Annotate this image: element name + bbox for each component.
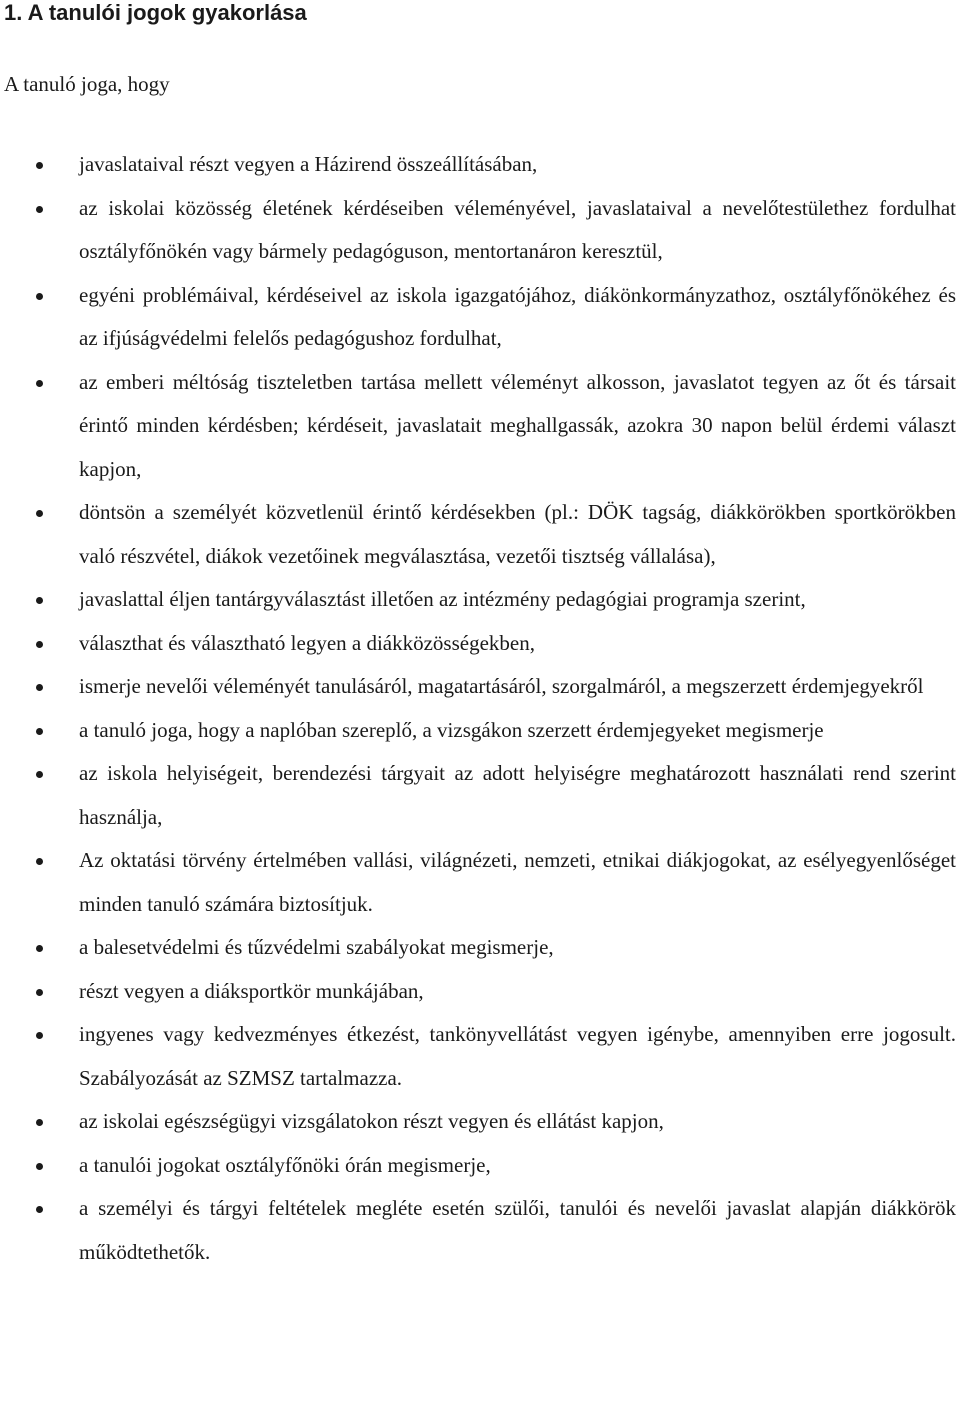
bullet-icon: [36, 684, 43, 691]
list-item: [0, 361, 960, 492]
list-item: [0, 665, 960, 709]
list-item: [0, 1144, 960, 1188]
list-item-text: részt vegyen a diáksportkör munkájában,: [79, 978, 424, 1003]
list-item-text: az iskolai közösség életének kérdéseiben véleményével, javaslataival a nevelőtestülethez fordulhat osztályfőnökén vagy bármely pedagóguson, mentortanáron keresztül,: [79, 195, 956, 263]
bullet-icon: [36, 945, 43, 952]
list-item: [0, 143, 960, 187]
list-item-text: választhat és választható legyen a diákközösségekben,: [79, 630, 535, 655]
bullet-icon: [36, 771, 43, 778]
bullet-icon: [36, 1119, 43, 1126]
list-item: [0, 622, 960, 666]
list-item: [0, 187, 960, 274]
list-item-text: egyéni problémáival, kérdéseivel az iskola igazgatójához, diákönkormányzathoz, osztályfőnökéhez és az ifjúságvédelmi felelős pedagógushoz fordulhat,: [79, 282, 956, 350]
bullet-icon: [36, 510, 43, 517]
list-item-text: az emberi méltóság tiszteletben tartása mellett véleményt alkosson, javaslatot tegyen az őt és társait érintő minden kérdésben; kérdéseit, javaslatait meghallgassák, azokra 30 napon belül érdemi választ kapjon,: [79, 369, 956, 481]
bullet-icon: [36, 641, 43, 648]
list-item-text: az iskolai egészségügyi vizsgálatokon részt vegyen és ellátást kapjon,: [79, 1109, 664, 1133]
list-item: [0, 274, 960, 361]
list-item-text: javaslataival részt vegyen a Házirend összeállításában,: [79, 152, 538, 176]
list-item-text: ismerje nevelői véleményét tanulásáról, magatartásáról, szorgalmáról, a megszerzett érdemjegyekről: [79, 674, 924, 698]
list-item: [0, 752, 960, 839]
list-item: [0, 491, 960, 578]
list-item: [0, 1013, 960, 1100]
list-item: [0, 970, 960, 1014]
bullet-icon: [36, 1206, 43, 1213]
list-item: [0, 839, 960, 926]
bullet-icon: [36, 162, 43, 169]
list-item: [0, 709, 960, 753]
bullet-icon: [36, 1032, 43, 1039]
list-item-text: döntsön a személyét közvetlenül érintő kérdésekben (pl.: DÖK tagság, diákkörökben sportkörökben való részvétel, diákok vezetőinek megválasztása, vezetői tisztség vállalása),: [79, 500, 956, 568]
bullet-icon: [36, 380, 43, 387]
bullet-icon: [36, 989, 43, 996]
intro-text: A tanuló joga, hogy: [4, 72, 170, 96]
list-item-text: a tanulói jogokat osztályfőnöki órán megismerje,: [79, 1152, 491, 1177]
list-item: [0, 926, 960, 970]
list-item: [0, 1100, 960, 1144]
rights-list: [0, 143, 960, 1274]
bullet-icon: [36, 858, 43, 865]
bullet-icon: [36, 728, 43, 735]
bullet-icon: [36, 1163, 43, 1170]
bullet-icon: [36, 206, 43, 213]
bullet-icon: [36, 293, 43, 300]
list-item-text: az iskola helyiségeit, berendezési tárgyait az adott helyiségre meghatározott használati rend szerint használja,: [79, 761, 956, 829]
list-item-text: ingyenes vagy kedvezményes étkezést, tankönyvellátást vegyen igénybe, amennyiben erre jogosult. Szabályozását az SZMSZ tartalmazza.: [79, 1022, 956, 1090]
list-item-text: a balesetvédelmi és tűzvédelmi szabályokat megismerje,: [79, 935, 554, 959]
list-item: [0, 578, 960, 622]
list-item: [0, 1187, 960, 1274]
section-heading: 1. A tanulói jogok gyakorlása: [4, 0, 307, 25]
bullet-icon: [36, 597, 43, 604]
list-item-text: a személyi és tárgyi feltételek megléte esetén szülői, tanulói és nevelői javaslat alapján diákkörök működtethetők.: [79, 1196, 956, 1264]
list-item-text: a tanuló joga, hogy a naplóban szereplő, a vizsgákon szerzett érdemjegyeket megismerje: [79, 717, 824, 742]
list-item-text: javaslattal éljen tantárgyválasztást illetően az intézmény pedagógiai programja szerint,: [79, 587, 806, 611]
list-item-text: Az oktatási törvény értelmében vallási, világnézeti, nemzeti, etnikai diákjogokat, az esélyegyenlőséget minden tanuló számára biztosítjuk.: [79, 848, 956, 916]
